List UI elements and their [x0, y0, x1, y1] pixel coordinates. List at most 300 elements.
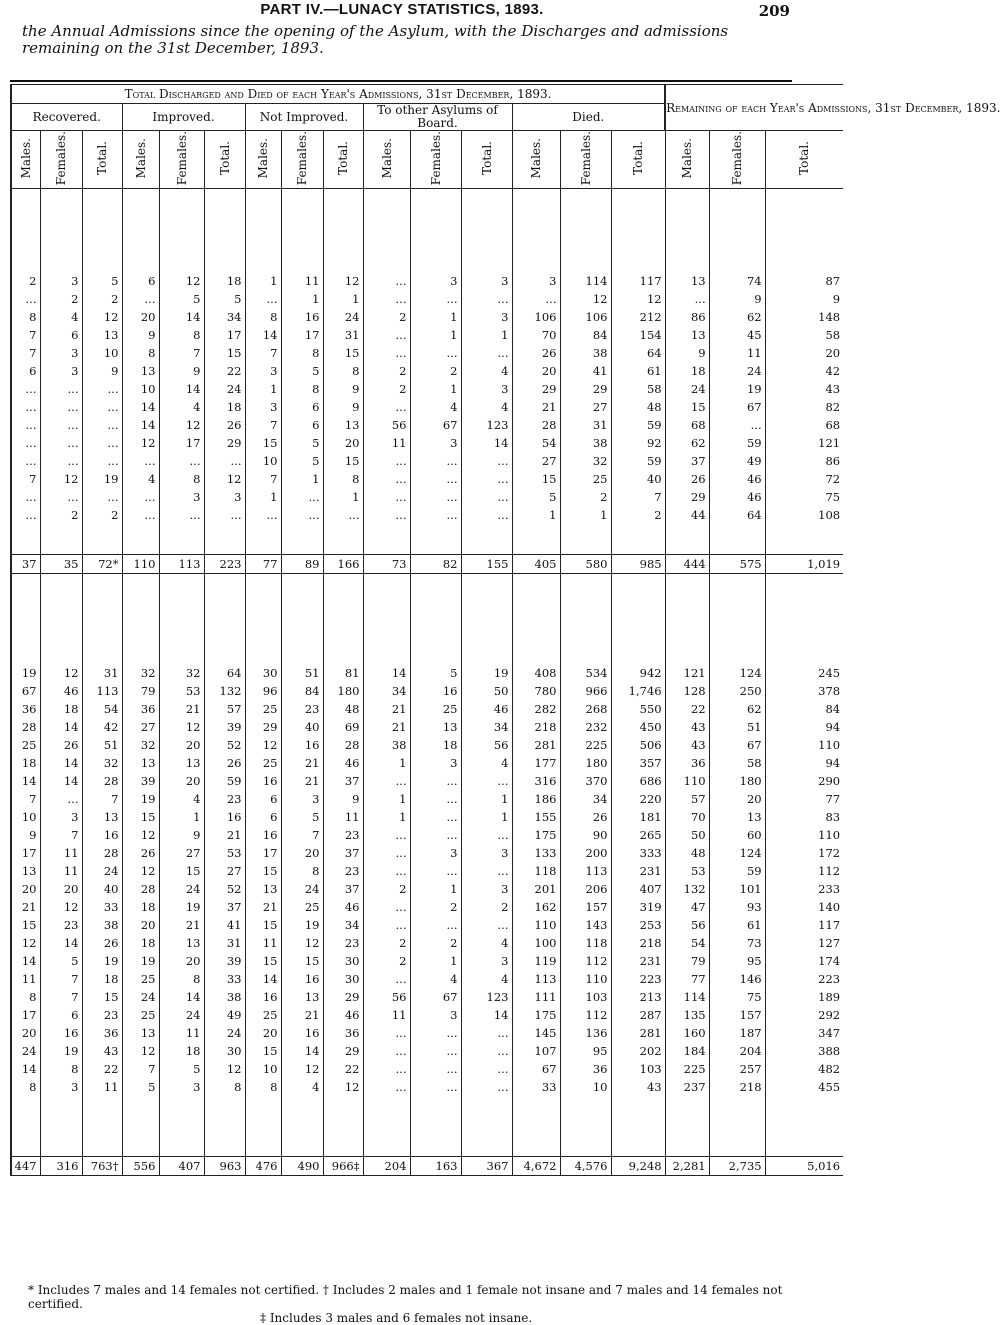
spacer-cell — [461, 574, 512, 665]
table-cell: 34 — [323, 916, 363, 934]
table-cell: 53 — [159, 682, 204, 700]
table-cell: 780 — [512, 682, 560, 700]
table-cell: 157 — [560, 898, 611, 916]
spacer-cell — [159, 1096, 204, 1157]
table-cell: 21 — [281, 754, 323, 772]
table-cell: 3 — [159, 1078, 204, 1096]
table-row — [11, 844, 843, 862]
table-cell: ... — [40, 488, 82, 506]
table-cell: 148 — [765, 308, 843, 326]
table-cell: 5 — [40, 952, 82, 970]
table-cell: 64 — [709, 506, 765, 524]
spacer-cell — [560, 189, 611, 273]
table-cell: 18 — [665, 362, 709, 380]
table-cell: ... — [410, 1042, 461, 1060]
table-cell: 32 — [122, 664, 159, 682]
table-row — [11, 380, 843, 398]
spacer-cell — [709, 524, 765, 555]
footnote-line-1: * Includes 7 males and 14 females not certified. † Includes 2 males and 1 female not insane and 7 males and 14 females not certified. — [28, 1283, 783, 1311]
table-cell: 347 — [765, 1024, 843, 1042]
table-cell: 25 — [122, 970, 159, 988]
column-label-text: Females. — [730, 131, 745, 186]
table-cell: 11 — [363, 1006, 410, 1024]
table-cell: ... — [363, 1078, 410, 1096]
table-row — [11, 880, 843, 898]
table-cell: 2 — [363, 362, 410, 380]
table-cell: 37 — [665, 452, 709, 470]
table-cell: ... — [410, 1078, 461, 1096]
table-cell: ... — [204, 452, 245, 470]
table-cell: 15 — [159, 862, 204, 880]
table-row — [11, 934, 843, 952]
table-cell: 4 — [461, 398, 512, 416]
table-cell: 14 — [40, 772, 82, 790]
table-cell: 2 — [363, 952, 410, 970]
table-cell: 18 — [159, 1042, 204, 1060]
column-label-text: Total. — [336, 141, 350, 176]
table-cell: 13 — [159, 754, 204, 772]
table-cell: 14 — [11, 952, 40, 970]
table-cell: 26 — [204, 754, 245, 772]
table-cell: 17 — [159, 434, 204, 452]
spacer-cell — [560, 524, 611, 555]
table-cell: 5 — [512, 488, 560, 506]
table-cell: 15 — [323, 344, 363, 362]
table-cell: ... — [40, 434, 82, 452]
table-cell: 24 — [11, 1042, 40, 1060]
table-cell: 19 — [122, 952, 159, 970]
table-cell: 1 — [159, 808, 204, 826]
table-cell: 9 — [323, 380, 363, 398]
table-cell: 110 — [765, 736, 843, 754]
table-row — [11, 862, 843, 880]
spacer-cell — [122, 1096, 159, 1157]
table-cell: 11 — [82, 1078, 122, 1096]
spacer-cell — [665, 189, 709, 273]
table-cell: 15 — [512, 470, 560, 488]
table-cell: ... — [82, 434, 122, 452]
spacer-row — [11, 189, 843, 273]
total-cell: 163 — [410, 1157, 461, 1176]
table-cell: ... — [122, 488, 159, 506]
table-row — [11, 434, 843, 452]
spacer-cell — [611, 1096, 665, 1157]
column-label — [611, 131, 665, 189]
table-cell: 14 — [461, 434, 512, 452]
table-cell: 206 — [560, 880, 611, 898]
table-cell: 54 — [512, 434, 560, 452]
table-cell: 3 — [159, 488, 204, 506]
spacer-cell — [82, 189, 122, 273]
table-cell: 12 — [560, 290, 611, 308]
table-cell: ... — [11, 434, 40, 452]
table-cell: 50 — [461, 682, 512, 700]
table-row — [11, 272, 843, 290]
table-cell: 7 — [11, 790, 40, 808]
spacer-cell — [245, 524, 281, 555]
column-label-text: Males. — [256, 137, 270, 179]
table-cell: 21 — [245, 898, 281, 916]
table-cell: 13 — [410, 718, 461, 736]
table-cell: 108 — [765, 506, 843, 524]
total-cell: 113 — [159, 555, 204, 574]
table-cell: 1 — [461, 326, 512, 344]
spacer-cell — [204, 574, 245, 665]
table-row — [11, 808, 843, 826]
table-cell: 146 — [709, 970, 765, 988]
table-cell: ... — [11, 488, 40, 506]
table-cell: 107 — [512, 1042, 560, 1060]
table-cell: 62 — [665, 434, 709, 452]
table-cell: 52 — [204, 880, 245, 898]
table-cell: 13 — [281, 988, 323, 1006]
table-cell: 8 — [281, 344, 323, 362]
table-cell: 25 — [410, 700, 461, 718]
table-cell: 17 — [245, 844, 281, 862]
table-row — [11, 506, 843, 524]
table-cell: 2 — [363, 880, 410, 898]
spacer-cell — [709, 574, 765, 665]
spacer-cell — [40, 1096, 82, 1157]
table-cell: 84 — [281, 682, 323, 700]
column-label-text: Males. — [18, 137, 33, 179]
table-cell: 27 — [159, 844, 204, 862]
table-cell: 103 — [611, 1060, 665, 1078]
table-cell: ... — [410, 916, 461, 934]
column-label-text: Females. — [578, 131, 593, 186]
total-cell: 476 — [245, 1157, 281, 1176]
table-cell: 41 — [204, 916, 245, 934]
table-cell: 83 — [765, 808, 843, 826]
table-cell: 1 — [410, 326, 461, 344]
spacer-cell — [122, 524, 159, 555]
table-cell: 218 — [611, 934, 665, 952]
table-cell: ... — [281, 488, 323, 506]
table-cell: 7 — [159, 344, 204, 362]
table-cell: 113 — [512, 970, 560, 988]
table-cell: 16 — [245, 826, 281, 844]
spacer-cell — [665, 574, 709, 665]
table-cell: 370 — [560, 772, 611, 790]
table-cell: 24 — [122, 988, 159, 1006]
column-label — [245, 131, 281, 189]
table-cell: 56 — [363, 416, 410, 434]
table-cell: 31 — [204, 934, 245, 952]
table-cell: 10 — [11, 808, 40, 826]
table-cell: 100 — [512, 934, 560, 952]
remaining-group-header: Remaining of each Year's Admissions, 31st December, 1893. — [665, 85, 843, 131]
table-cell: 82 — [765, 398, 843, 416]
total-cell: 966‡ — [323, 1157, 363, 1176]
table-cell: 3 — [410, 272, 461, 290]
discharged-group-header: Total Discharged and Died of each Year's Admissions, 31st December, 1893. — [11, 85, 665, 104]
table-cell: 11 — [245, 934, 281, 952]
table-cell: 32 — [560, 452, 611, 470]
table-cell: 1 — [363, 790, 410, 808]
table-row — [11, 736, 843, 754]
table-cell: ... — [11, 416, 40, 434]
table-cell: ... — [11, 380, 40, 398]
table-cell: 19 — [11, 664, 40, 682]
table-cell: 7 — [40, 988, 82, 1006]
table-cell: 213 — [611, 988, 665, 1006]
table-cell: 16 — [281, 1024, 323, 1042]
table-cell: 2 — [611, 506, 665, 524]
table-cell: 13 — [122, 754, 159, 772]
table-row — [11, 452, 843, 470]
table-cell: 16 — [245, 988, 281, 1006]
table-cell: ... — [461, 506, 512, 524]
table-cell: 290 — [765, 772, 843, 790]
spacer-cell — [709, 189, 765, 273]
table-cell: ... — [410, 290, 461, 308]
table-cell: 12 — [40, 898, 82, 916]
spacer-cell — [363, 574, 410, 665]
table-cell: 38 — [204, 988, 245, 1006]
spacer-cell — [461, 189, 512, 273]
spacer-cell — [410, 189, 461, 273]
table-cell: 16 — [410, 682, 461, 700]
total-cell: 367 — [461, 1157, 512, 1176]
column-label — [665, 131, 709, 189]
table-cell: 38 — [560, 434, 611, 452]
table-cell: 20 — [245, 1024, 281, 1042]
table-cell: 19 — [709, 380, 765, 398]
table-cell: 5 — [204, 290, 245, 308]
table-cell: 12 — [159, 416, 204, 434]
table-cell: 265 — [611, 826, 665, 844]
table-cell: 95 — [560, 1042, 611, 1060]
table-cell: 36 — [560, 1060, 611, 1078]
table-cell: 15 — [245, 1042, 281, 1060]
table-cell: 21 — [159, 916, 204, 934]
spacer-cell — [281, 574, 323, 665]
table-cell: ... — [40, 398, 82, 416]
table-row — [11, 290, 843, 308]
table-cell: 21 — [11, 898, 40, 916]
table-cell: 111 — [512, 988, 560, 1006]
table-cell: 18 — [122, 898, 159, 916]
table-cell: 34 — [363, 682, 410, 700]
table-cell: 128 — [665, 682, 709, 700]
table-cell: 59 — [611, 452, 665, 470]
spacer-cell — [665, 1096, 709, 1157]
table-cell: 112 — [765, 862, 843, 880]
table-cell: 110 — [665, 772, 709, 790]
spacer-cell — [512, 524, 560, 555]
table-cell: 119 — [512, 952, 560, 970]
table-cell: 133 — [512, 844, 560, 862]
table-row — [11, 826, 843, 844]
table-cell: 145 — [512, 1024, 560, 1042]
table-cell: 223 — [765, 970, 843, 988]
column-label — [82, 131, 122, 189]
table-cell: 5 — [281, 808, 323, 826]
table-cell: 90 — [560, 826, 611, 844]
table-cell: 68 — [765, 416, 843, 434]
table-cell: ... — [363, 862, 410, 880]
table-row — [11, 970, 843, 988]
table-cell: 20 — [11, 1024, 40, 1042]
table-cell: 86 — [665, 308, 709, 326]
table-cell: 506 — [611, 736, 665, 754]
table-cell: ... — [40, 452, 82, 470]
table-cell: 3 — [461, 880, 512, 898]
table-row — [11, 398, 843, 416]
table-cell: 29 — [245, 718, 281, 736]
table-cell: 72 — [765, 470, 843, 488]
table-cell: 1 — [461, 808, 512, 826]
table-cell: 24 — [204, 1024, 245, 1042]
spacer-cell — [40, 524, 82, 555]
table-cell: 155 — [512, 808, 560, 826]
table-cell: 49 — [204, 1006, 245, 1024]
spacer-cell — [245, 574, 281, 665]
table-cell: 17 — [281, 326, 323, 344]
column-label — [410, 131, 461, 189]
spacer-cell — [40, 574, 82, 665]
table-cell: 24 — [159, 1006, 204, 1024]
table-cell: 25 — [245, 1006, 281, 1024]
table-cell: 24 — [323, 308, 363, 326]
table-cell: ... — [461, 1024, 512, 1042]
total-cell: 405 — [512, 555, 560, 574]
table-cell: ... — [245, 506, 281, 524]
table-cell: 58 — [765, 326, 843, 344]
table-cell: 51 — [281, 664, 323, 682]
table-cell: 38 — [82, 916, 122, 934]
table-cell: 231 — [611, 952, 665, 970]
table-row — [11, 772, 843, 790]
total-cell: 2,281 — [665, 1157, 709, 1176]
table-cell: 40 — [611, 470, 665, 488]
table-cell: 20 — [323, 434, 363, 452]
total-cell: 9,248 — [611, 1157, 665, 1176]
table-cell: 67 — [709, 398, 765, 416]
table-cell: 1 — [410, 952, 461, 970]
table-cell: 6 — [40, 1006, 82, 1024]
table-cell: 9 — [665, 344, 709, 362]
subgroup-header: Not Improved. — [245, 104, 363, 131]
table-row — [11, 682, 843, 700]
table-cell: 4 — [281, 1078, 323, 1096]
table-row — [11, 362, 843, 380]
table-cell: 49 — [709, 452, 765, 470]
table-cell: 172 — [765, 844, 843, 862]
table-cell: 3 — [410, 754, 461, 772]
total-cell: 580 — [560, 555, 611, 574]
table-cell: 245 — [765, 664, 843, 682]
column-label-text: Total. — [479, 141, 494, 176]
table-cell: ... — [410, 344, 461, 362]
table-row — [11, 308, 843, 326]
table-cell: 175 — [512, 1006, 560, 1024]
table-cell: 127 — [765, 934, 843, 952]
table-cell: 3 — [245, 398, 281, 416]
table-cell: 14 — [122, 398, 159, 416]
table-cell: 9 — [82, 362, 122, 380]
table-cell: 7 — [245, 416, 281, 434]
table-cell: 7 — [281, 826, 323, 844]
table-cell: 2 — [410, 362, 461, 380]
total-cell: 37 — [11, 555, 40, 574]
table-cell: 2 — [82, 290, 122, 308]
total-cell: 575 — [709, 555, 765, 574]
column-label-text: Males. — [379, 137, 394, 179]
table-cell: 160 — [665, 1024, 709, 1042]
table-cell: 43 — [765, 380, 843, 398]
table-cell: ... — [11, 506, 40, 524]
table-cell: 81 — [323, 664, 363, 682]
table-cell: 18 — [122, 934, 159, 952]
table-cell: 13 — [122, 1024, 159, 1042]
table-cell: 84 — [560, 326, 611, 344]
table-cell: ... — [461, 290, 512, 308]
table-cell: 12 — [11, 934, 40, 952]
table-cell: 1 — [560, 506, 611, 524]
top-rule — [10, 80, 792, 82]
table-cell: 48 — [665, 844, 709, 862]
spacer-cell — [665, 524, 709, 555]
table-cell: 12 — [40, 470, 82, 488]
table-cell: 20 — [159, 772, 204, 790]
table-cell: 316 — [512, 772, 560, 790]
table-cell: 56 — [461, 736, 512, 754]
table-cell: 3 — [410, 434, 461, 452]
table-cell: 24 — [82, 862, 122, 880]
table-cell: 14 — [461, 1006, 512, 1024]
table-cell: ... — [363, 1060, 410, 1078]
spacer-cell — [611, 189, 665, 273]
total-cell: 110 — [122, 555, 159, 574]
table-cell: 20 — [159, 736, 204, 754]
table-cell: 32 — [82, 754, 122, 772]
table-cell: 15 — [245, 862, 281, 880]
table-cell: 23 — [323, 934, 363, 952]
table-cell: 31 — [560, 416, 611, 434]
table-cell: 8 — [323, 470, 363, 488]
spacer-cell — [281, 1096, 323, 1157]
table-cell: ... — [159, 452, 204, 470]
table-cell: 15 — [323, 452, 363, 470]
table-cell: 23 — [204, 790, 245, 808]
table-cell: 30 — [204, 1042, 245, 1060]
table-cell: 46 — [323, 1006, 363, 1024]
total-cell: 556 — [122, 1157, 159, 1176]
table-cell: ... — [245, 290, 281, 308]
table-cell: 357 — [611, 754, 665, 772]
table-cell: 7 — [82, 790, 122, 808]
total-cell: 166 — [323, 555, 363, 574]
table-cell: 1 — [245, 488, 281, 506]
spacer-cell — [410, 524, 461, 555]
table-cell: 12 — [204, 1060, 245, 1078]
table-cell: ... — [122, 290, 159, 308]
table-cell: ... — [40, 416, 82, 434]
table-cell: 3 — [512, 272, 560, 290]
table-cell: 257 — [709, 1060, 765, 1078]
table-cell: 50 — [665, 826, 709, 844]
table-cell: 1 — [323, 488, 363, 506]
table-caption: the Annual Admissions since the opening of the Asylum, with the Discharges and admissions remaining on the 31st December, 1893. — [22, 22, 729, 57]
table-cell: 25 — [560, 470, 611, 488]
total-cell: 4,672 — [512, 1157, 560, 1176]
table-cell: 9 — [765, 290, 843, 308]
table-cell: 12 — [122, 826, 159, 844]
table-cell: 408 — [512, 664, 560, 682]
table-cell: 57 — [204, 700, 245, 718]
table-cell: 29 — [323, 1042, 363, 1060]
